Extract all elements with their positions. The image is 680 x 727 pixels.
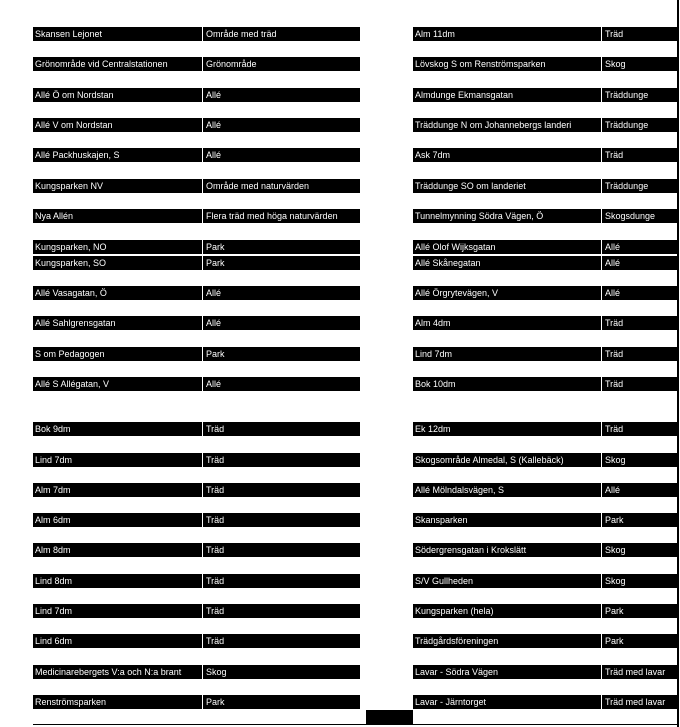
left-table-row — [33, 256, 360, 270]
left-table-row — [33, 483, 360, 497]
right-row-name: Alm 4dm — [413, 316, 602, 330]
left-row-name: Allé S Allégatan, V — [33, 377, 203, 391]
left-row-type: Träd — [206, 455, 225, 465]
left-row-name: Grönområde vid Centralstationen — [33, 57, 203, 71]
left-table-row — [33, 118, 360, 132]
right-row-name: Skansparken — [413, 513, 602, 527]
left-row-type: Grönområde — [206, 59, 257, 69]
left-row-name: Allé Sahlgrensgatan — [33, 316, 203, 330]
right-table-row — [413, 422, 677, 436]
left-row-name: Kungsparken NV — [33, 179, 203, 193]
right-row-type: Träd — [605, 29, 624, 39]
left-row-type: Träd — [206, 485, 225, 495]
left-row-type: Allé — [206, 288, 222, 298]
right-table-row — [413, 453, 677, 467]
right-row-type: Allé — [605, 485, 621, 495]
right-row-type: Skog — [605, 545, 626, 555]
right-row-type: Park — [605, 515, 624, 525]
right-row-type: Skog — [605, 576, 626, 586]
right-row-type: Träd — [605, 150, 624, 160]
left-table-row — [33, 543, 360, 557]
left-table-row — [33, 179, 360, 193]
left-row-name: Renströmsparken — [33, 695, 203, 709]
left-table-row — [33, 634, 360, 648]
left-table-row — [33, 347, 360, 361]
left-row-name: Kungsparken, NO — [33, 240, 203, 254]
left-row-name: Lind 7dm — [33, 604, 203, 618]
right-row-type: Allé — [605, 242, 621, 252]
right-row-name: Alm 11dm — [413, 27, 602, 41]
left-table-row — [33, 57, 360, 71]
right-table-row — [413, 256, 677, 270]
left-row-name: Lind 7dm — [33, 453, 203, 467]
right-row-name: Allé Olof Wijksgatan — [413, 240, 602, 254]
left-row-name: Alm 7dm — [33, 483, 203, 497]
right-row-name: Ek 12dm — [413, 422, 602, 436]
right-row-name: Skogsområde Almedal, S (Kallebäck) — [413, 453, 602, 467]
right-row-type: Träd med lavar — [605, 667, 666, 677]
right-row-type: Träd med lavar — [605, 697, 666, 707]
right-row-name: Södergrensgatan i Krokslätt — [413, 543, 602, 557]
right-row-name: Tunnelmynning Södra Vägen, Ö — [413, 209, 602, 223]
left-row-name: Allé Vasagatan, Ö — [33, 286, 203, 300]
right-row-type: Träddunge — [605, 90, 649, 100]
right-table-row — [413, 604, 677, 618]
right-border-line — [677, 0, 679, 727]
right-row-type: Träd — [605, 424, 624, 434]
left-table-row — [33, 453, 360, 467]
right-row-name: S/V Gullheden — [413, 574, 602, 588]
right-table-row — [413, 513, 677, 527]
left-table-row — [33, 148, 360, 162]
right-table-row — [413, 483, 677, 497]
right-row-name: Träddunge SO om landeriet — [413, 179, 602, 193]
left-row-type: Träd — [206, 424, 225, 434]
left-row-type: Träd — [206, 545, 225, 555]
left-row-type: Allé — [206, 318, 222, 328]
left-row-type: Park — [206, 258, 225, 268]
left-row-name: S om Pedagogen — [33, 347, 203, 361]
left-table-row — [33, 286, 360, 300]
right-row-name: Träddunge N om Johannebergs landeri — [413, 118, 602, 132]
right-table-row — [413, 665, 677, 679]
left-row-name: Skansen Lejonet — [33, 27, 203, 41]
right-row-name: Lind 7dm — [413, 347, 602, 361]
left-row-type: Allé — [206, 379, 222, 389]
left-row-type: Allé — [206, 90, 222, 100]
right-row-type: Träd — [605, 318, 624, 328]
right-row-type: Träddunge — [605, 120, 649, 130]
left-row-name: Lind 6dm — [33, 634, 203, 648]
left-table-row — [33, 422, 360, 436]
right-row-name: Lövskog S om Renströmsparken — [413, 57, 602, 71]
left-table-row — [33, 27, 360, 41]
left-row-type: Park — [206, 349, 225, 359]
right-row-type: Träd — [605, 379, 624, 389]
left-row-name: Allé V om Nordstan — [33, 118, 203, 132]
right-table-row — [413, 634, 677, 648]
left-row-type: Träd — [206, 606, 225, 616]
right-row-name: Lavar - Södra Vägen — [413, 665, 602, 679]
left-table-row — [33, 695, 360, 709]
right-table-row — [413, 316, 677, 330]
right-row-type: Skogsdunge — [605, 211, 656, 221]
left-row-type: Allé — [206, 150, 222, 160]
right-table-row — [413, 695, 677, 709]
right-table-row — [413, 286, 677, 300]
right-table-row — [413, 88, 677, 102]
right-row-type: Träddunge — [605, 181, 649, 191]
left-table-row — [33, 88, 360, 102]
left-row-name: Medicinarebergets V:a och N:a brant — [33, 665, 203, 679]
right-table-row — [413, 57, 677, 71]
left-row-name: Alm 8dm — [33, 543, 203, 557]
right-table-row — [413, 377, 677, 391]
right-table-row — [413, 27, 677, 41]
right-row-type: Park — [605, 606, 624, 616]
left-row-type: Allé — [206, 120, 222, 130]
left-table-row — [33, 240, 360, 254]
right-row-type: Park — [605, 636, 624, 646]
right-row-name: Allé Skånegatan — [413, 256, 602, 270]
right-table-row — [413, 209, 677, 223]
left-table-row — [33, 574, 360, 588]
left-row-name: Lind 8dm — [33, 574, 203, 588]
right-row-type: Allé — [605, 258, 621, 268]
left-row-name: Nya Allén — [33, 209, 203, 223]
right-row-name: Almdunge Ekmansgatan — [413, 88, 602, 102]
right-row-name: Lavar - Järntorget — [413, 695, 602, 709]
left-table-row — [33, 209, 360, 223]
left-table-row — [33, 604, 360, 618]
left-row-type: Område med träd — [206, 29, 277, 39]
right-table-row — [413, 118, 677, 132]
right-row-name: Ask 7dm — [413, 148, 602, 162]
right-row-type: Allé — [605, 288, 621, 298]
left-row-type: Träd — [206, 636, 225, 646]
left-row-name: Bok 9dm — [33, 422, 203, 436]
left-row-type: Skog — [206, 667, 227, 677]
right-row-type: Träd — [605, 349, 624, 359]
left-table-row — [33, 377, 360, 391]
left-row-name: Kungsparken, SO — [33, 256, 203, 270]
right-row-name: Allé Örgrytevägen, V — [413, 286, 602, 300]
right-table-row — [413, 240, 677, 254]
right-table-row — [413, 543, 677, 557]
right-row-type: Skog — [605, 59, 626, 69]
left-row-name: Allé Packhuskajen, S — [33, 148, 203, 162]
left-table-row — [33, 665, 360, 679]
right-table-row — [413, 179, 677, 193]
left-row-type: Område med naturvärden — [206, 181, 310, 191]
bottom-filler-block — [366, 710, 413, 724]
left-row-type: Park — [206, 242, 225, 252]
right-table-row — [413, 347, 677, 361]
right-row-name: Trädgårdsföreningen — [413, 634, 602, 648]
right-row-name: Kungsparken (hela) — [413, 604, 602, 618]
right-table-row — [413, 574, 677, 588]
right-table-row — [413, 148, 677, 162]
right-row-name: Bok 10dm — [413, 377, 602, 391]
left-row-type: Flera träd med höga naturvärden — [206, 211, 338, 221]
left-row-name: Allé Ö om Nordstan — [33, 88, 203, 102]
bottom-border-line — [33, 724, 677, 725]
right-row-name: Allé Mölndalsvägen, S — [413, 483, 602, 497]
left-row-type: Träd — [206, 576, 225, 586]
left-row-type: Träd — [206, 515, 225, 525]
left-row-name: Alm 6dm — [33, 513, 203, 527]
right-row-type: Skog — [605, 455, 626, 465]
left-table-row — [33, 316, 360, 330]
left-row-type: Park — [206, 697, 225, 707]
left-table-row — [33, 513, 360, 527]
